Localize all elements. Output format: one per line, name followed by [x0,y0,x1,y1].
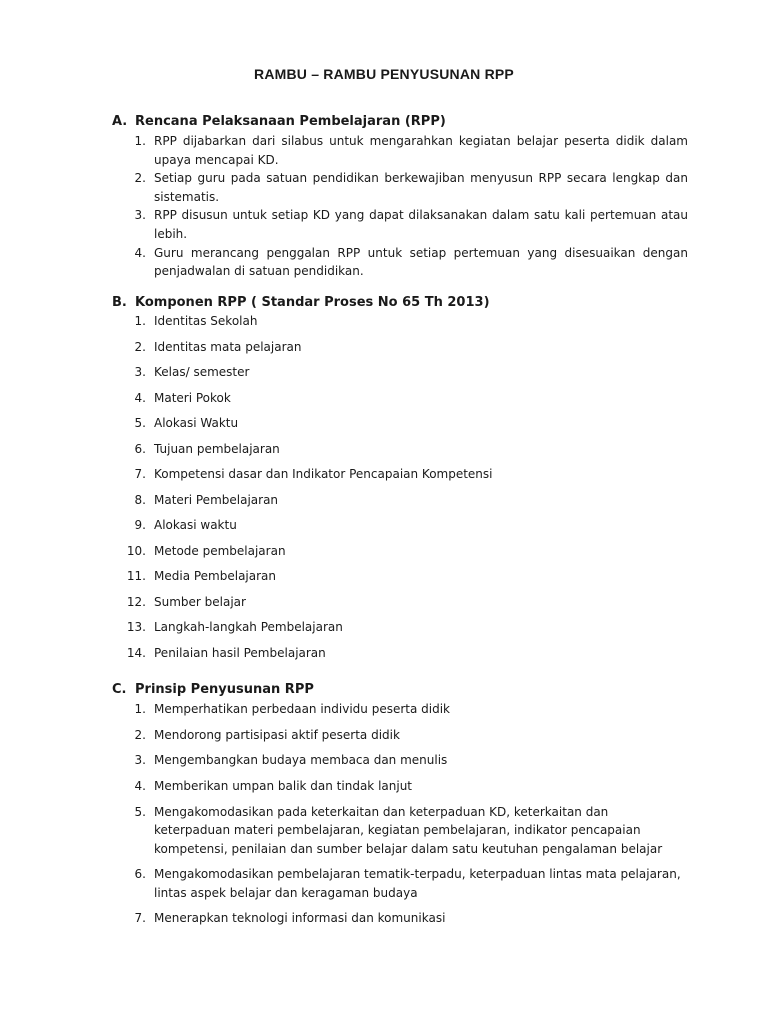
section-title: Prinsip Penyusunan RPP [135,682,314,697]
item-text: Guru merancang penggalan RPP untuk setiap pertemuan yang disesuaikan dengan penjadwalan di satuan pendidikan. [154,245,688,279]
item-number: 5. [134,804,146,819]
item-number: 4. [134,245,146,260]
item-text: Kelas/ semester [154,365,250,379]
list-item [112,700,688,726]
item-text: Materi Pembelajaran [154,492,279,507]
item-text: Alokasi waktu [154,518,237,532]
item-text: Alokasi Waktu [154,416,239,430]
item-number: 6. [134,441,146,456]
item-number: 1. [134,314,146,328]
list-item [112,865,688,902]
list-item [112,206,688,243]
list-item [112,390,688,416]
section-heading [112,112,688,132]
item-number: 9. [134,518,146,532]
item-text: Identitas mata pelajaran [154,339,302,354]
item-text: Langkah-langkah Pembelajaran [154,620,343,634]
item-number: 4. [134,390,146,405]
list-item [112,244,688,281]
section-letter: A. [112,114,128,129]
numbered-list [112,700,688,935]
item-number: 7. [134,911,146,926]
item-number: 2. [134,339,146,354]
list-item [112,313,688,339]
item-text: Sumber belajar [154,594,246,609]
list-item [112,415,688,441]
item-number: 8. [134,492,146,507]
list-item [112,909,688,935]
item-text: Materi Pokok [154,390,231,405]
list-item [112,466,688,492]
list-item [112,364,688,390]
item-number: 7. [134,467,146,481]
item-text: Metode pembelajaran [154,543,286,558]
list-item [112,777,688,803]
section-title: Komponen RPP ( Standar Proses No 65 Th 2013) [135,295,490,310]
item-text: Menerapkan teknologi informasi dan komunikasi [154,911,446,926]
item-text: Kompetensi dasar dan Indikator Pencapaian Kompetensi [154,467,493,481]
section-a [112,112,688,281]
list-item [112,568,688,594]
item-text: Memperhatikan perbedaan individu peserta didik [154,702,450,716]
list-item [112,517,688,543]
list-item [112,645,688,671]
item-number: 6. [134,867,146,882]
section-title: Rencana Pelaksanaan Pembelajaran (RPP) [135,114,446,129]
item-number: 1. [134,134,146,148]
item-number: 12. [126,594,146,609]
item-text: Mengembangkan budaya membaca dan menulis [154,753,448,768]
item-text: Penilaian hasil Pembelajaran [154,645,326,660]
section-heading [112,293,688,313]
list-item [112,132,688,169]
list-item [112,169,688,206]
list-item [112,339,688,365]
item-text: Identitas Sekolah [154,314,258,328]
list-item [112,619,688,645]
item-number: 3. [134,208,146,223]
page-title: RAMBU – RAMBU PENYUSUNAN RPP [254,66,514,82]
item-text: Mengakomodasikan pada keterkaitan dan keterpaduan KD, keterkaitan dan keterpaduan materi pembelajaran, kegiatan pembelajaran, indikator pencapaian kompetensi, penilaian dan sumber belajar dalam satu keutuhan pengalaman belajar [154,804,663,856]
list-item [112,803,688,859]
item-number: 3. [134,753,146,768]
section-b [112,293,688,670]
item-number: 4. [134,779,146,794]
item-text: Mendorong partisipasi aktif peserta didik [154,727,400,742]
item-text: Mengakomodasikan pembelajaran tematik-terpadu, keterpaduan lintas mata pelajaran, lintas aspek belajar dan keragaman budaya [154,867,681,900]
item-number: 5. [134,416,146,430]
section-letter: C. [112,682,127,697]
item-text: RPP dijabarkan dari silabus untuk mengarahkan kegiatan belajar peserta didik dalam upaya mencapai KD. [154,134,688,167]
section-letter: B. [112,295,127,310]
item-number: 11. [126,569,146,583]
numbered-list [112,132,688,281]
list-item [112,441,688,467]
section-c [112,680,688,935]
list-item [112,543,688,569]
item-number: 10. [126,543,146,558]
item-number: 14. [126,645,146,660]
list-item [112,726,688,752]
section-heading [112,680,688,700]
list-item [112,594,688,620]
item-text: Memberikan umpan balik dan tindak lanjut [154,779,412,794]
item-number: 2. [134,171,146,186]
list-item [112,751,688,777]
item-number: 13. [126,620,146,634]
list-item [112,492,688,518]
item-number: 1. [134,702,146,716]
item-text: RPP disusun untuk setiap KD yang dapat dilaksanakan dalam satu kali pertemuan atau lebih. [154,208,688,241]
item-text: Media Pembelajaran [154,569,277,583]
item-number: 2. [134,727,146,742]
item-number: 3. [134,365,146,379]
item-text: Tujuan pembelajaran [154,441,280,456]
numbered-list [112,313,688,670]
item-text: Setiap guru pada satuan pendidikan berkewajiban menyusun RPP secara lengkap dan sistematis. [154,171,688,204]
